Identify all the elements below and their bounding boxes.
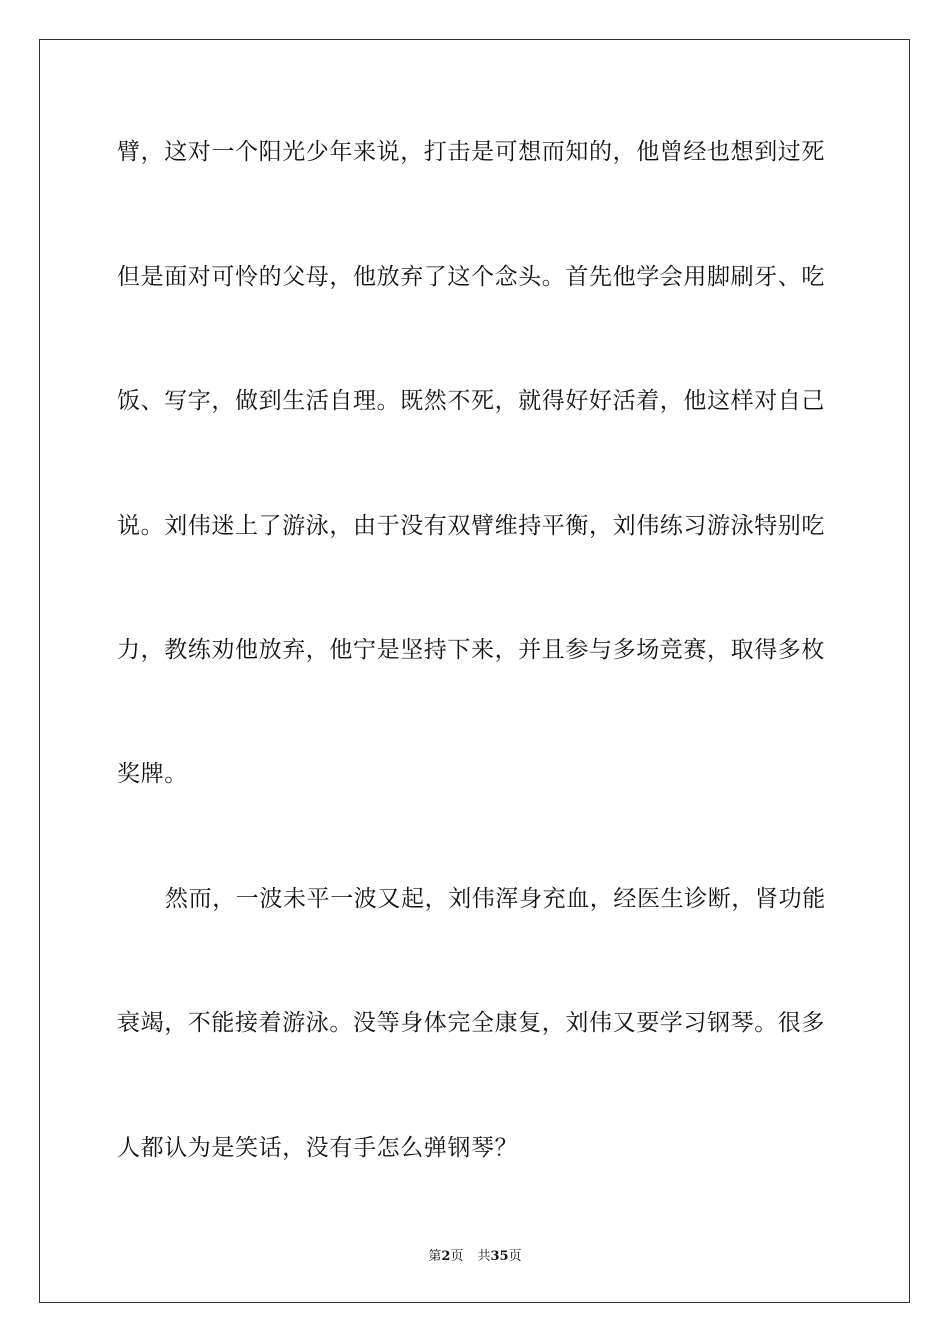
body-text-line: 奖牌。 [117, 761, 188, 787]
page-total-suffix: 页 [508, 1249, 522, 1264]
body-text-line: 臂，这对一个阳光少年来说，打击是可想而知的，他曾经也想到过死 [117, 139, 825, 165]
page-number-current: 2 [441, 1249, 451, 1264]
page-border [39, 39, 910, 1303]
body-text-line: 饭、写字，做到生活自理。既然不死，就得好好活着，他这样对自己 [117, 388, 825, 414]
body-text-line: 衰竭，不能接着游泳。没等身体完全康复，刘伟又要学习钢琴。很多 [117, 1010, 825, 1036]
body-text-line: 力，教练劝他放弃，他宁是坚持下来，并且参与多场竞赛，取得多枚 [117, 637, 825, 663]
body-text-line: 但是面对可怜的父母，他放弃了这个念头。首先他学会用脚刷牙、吃 [117, 264, 825, 290]
paragraph-start-line: 然而，一波未平一波又起，刘伟浑身充血，经医生诊断，肾功能 [165, 886, 826, 912]
page-total-count: 35 [490, 1249, 509, 1264]
body-text-line: 人都认为是笑话，没有手怎么弹钢琴？ [117, 1135, 519, 1161]
page-footer [0, 1249, 950, 1265]
page-total-prefix: 共 [477, 1249, 491, 1264]
page-number-suffix: 页 [450, 1249, 464, 1264]
body-text-line: 说。刘伟迷上了游泳，由于没有双臂维持平衡，刘伟练习游泳特别吃 [117, 513, 825, 539]
page-number-prefix: 第 [428, 1249, 442, 1264]
